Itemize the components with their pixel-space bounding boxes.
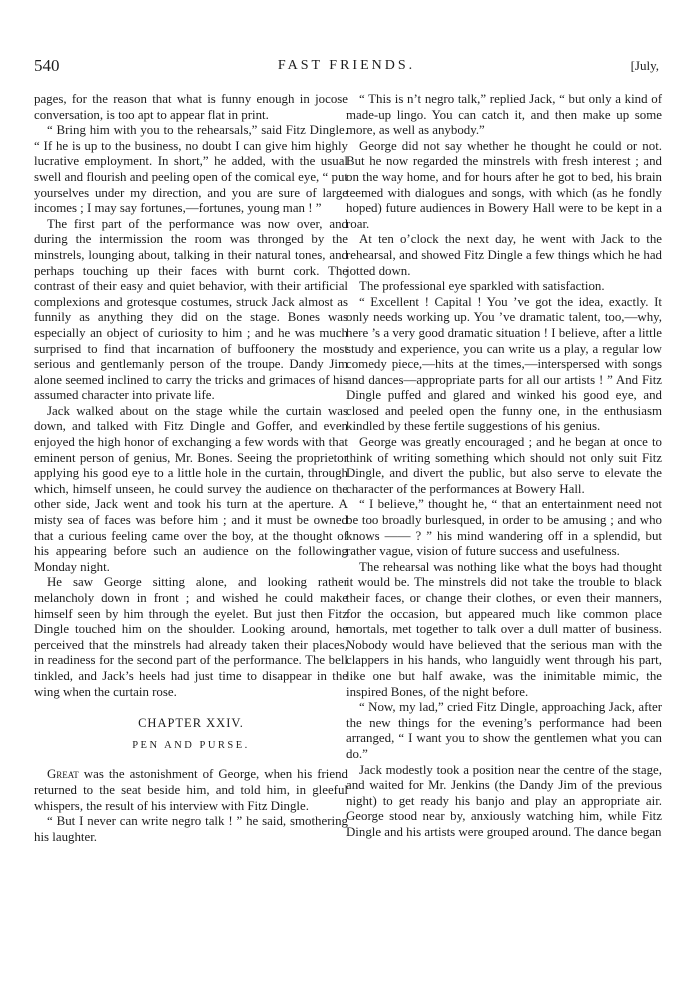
paragraph: “ Excellent ! Capital ! You ’ve got the idea, exactly. It only needs working up. You ’ve dramatic talent, too,—why, here ’s a very good dramatic situation ! I believe, after a little study and experience, you can write us a play, a regular low comedy piece,—hits at the times,—interspersed with songs and dances—appropriate parts for all our artists ! ” And Fitz Dingle puffed and glared and winked his good eye, and closed and peeled open the funny one, in the enthusiasm kindled by these fertile suggestions of his genius. (346, 294, 662, 434)
left-column (34, 92, 348, 845)
paragraph: George did not say whether he thought he could or not. But he now regarded the minstrels with fresh interest ; and on the way home, and for hours after he got to bed, his brain teemed with dialogues and songs, with which (as he fondly hoped) future audiences in Bowery Hall were to be kept in a roar. (346, 138, 662, 231)
chapter-heading: CHAPTER XXIV. (138, 716, 244, 731)
chapter-subtitle: PEN AND PURSE. (132, 739, 250, 751)
paragraph: Jack modestly took a position near the centre of the stage, and waited for Mr. Jenkins (the Dandy Jim of the previous night) to get ready his banjo and play an appropriate air. George stood near by, anxiously watching him, while Fitz Dingle and his artists were grouped around. The dance began (346, 762, 662, 839)
paragraph: “ But I never can write negro talk ! ” he said, smothering his laughter. (34, 814, 348, 844)
paragraph: “ Bring him with you to the rehearsals,” said Fitz Dingle. “ If he is up to the business, no doubt I can give him highly lucrative employment. In short,” he added, with the usual swell and flourish and peeling open of the comical eye, “ put yourselves under my direction, and you are sure of large incomes ; I may say fortunes,—fortunes, young man ! ” (34, 123, 348, 216)
running-title: FAST FRIENDS. (277, 58, 416, 73)
paragraph: pages, for the reason that what is funny enough in jocose conversation, is too apt to appear flat in print. (34, 92, 348, 122)
paragraph: “ I believe,” thought he, “ that an entertainment need not be too broadly burlesqued, in order to be amusing ; and who knows —— ? ” his mind wandering off in a splendid, but rather vague, vision of future success and usefulness. (346, 497, 662, 559)
chapter-first-paragraph (34, 767, 348, 814)
paragraph: The first part of the performance was now over, and during the intermission the room was thronged by the minstrels, lounging about, talking in their natural tones, and perhaps touching up their faces with burnt cork. The contrast of their easy and quiet behavior, with their artificial complexions and grotesque costumes, struck Jack almost as funnily as anything they did on the stage. Bones was especially an object of curiosity to him ; and he was much surprised to find that incarnation of buffoonery the most serious and gentlemanly person of the troupe. Dandy Jim alone seemed inclined to carry the tricks and grimaces of his assumed character into private life. (34, 216, 348, 403)
paragraph: Jack walked about on the stage while the curtain was down, and talked with Fitz Dingle and Goffer, and even enjoyed the high honor of exchanging a few words with that eminent person of genius, Mr. Bones. Seeing the proprietor applying his good eye to a little hole in the curtain, through which, himself unseen, he could survey the audience on the other side, Jack went and took his turn at the aperture. A misty sea of faces was before him ; and it must be owned that a curious feeling came over the boy, at the thought of his appearing before such an audience on the following Monday night. (34, 403, 348, 574)
running-header (34, 56, 659, 78)
chapter-first-paragraph-text: was the astonishment of George, when his friend returned to the seat beside him, and told him, in gleeful whispers, the result of his interview with Fitz Dingle. (34, 767, 348, 813)
paragraph: “ This is n’t negro talk,” replied Jack, “ but only a kind of made-up lingo. You can catch it, and then make up some more, as well as anybody.” (346, 92, 662, 138)
paragraph: The rehearsal was nothing like what the boys had thought it would be. The minstrels did not take the trouble to black their faces, or change their clothes, or even their manners, for the occasion, but appeared much like common place mortals, met together to talk over a dull matter of business. Nobody would have believed that the serious man with the clappers in his hands, who languidly went through his part, like one but half awake, was the inimitable mimic, the inspired Bones, of the night before. (346, 559, 662, 699)
paragraph: At ten o’clock the next day, he went with Jack to the rehearsal, and showed Fitz Dingle a few things which he had jotted down. (346, 232, 662, 278)
paragraph: George was greatly encouraged ; and he began at once to think of writing something which should not only suit Fitz Dingle, and divert the public, but also serve to elevate the character of the performances at Bowery Hall. (346, 435, 662, 496)
right-column (346, 92, 662, 841)
paragraph: He saw George sitting alone, and looking rather melancholy down in front ; and wished he could make himself seen by him through the eyelet. But just then Fitz Dingle touched him on the shoulder. Looking around, he perceived that the minstrels had already taken their places, in readiness for the second part of the performance. The bell tinkled, and Jack’s heels had just time to disappear in the wing when the curtain rose. (34, 575, 348, 699)
page-number: 540 (34, 56, 60, 75)
paragraph: The professional eye sparkled with satisfaction. (359, 279, 605, 294)
paragraph: “ Now, my lad,” cried Fitz Dingle, approaching Jack, after the new things for the evening’s performance had been arranged, “ I want you to show the gentlemen what you can do.” (346, 700, 662, 761)
chapter-lead-word: Great (47, 767, 79, 782)
running-month: [July, (630, 58, 659, 73)
